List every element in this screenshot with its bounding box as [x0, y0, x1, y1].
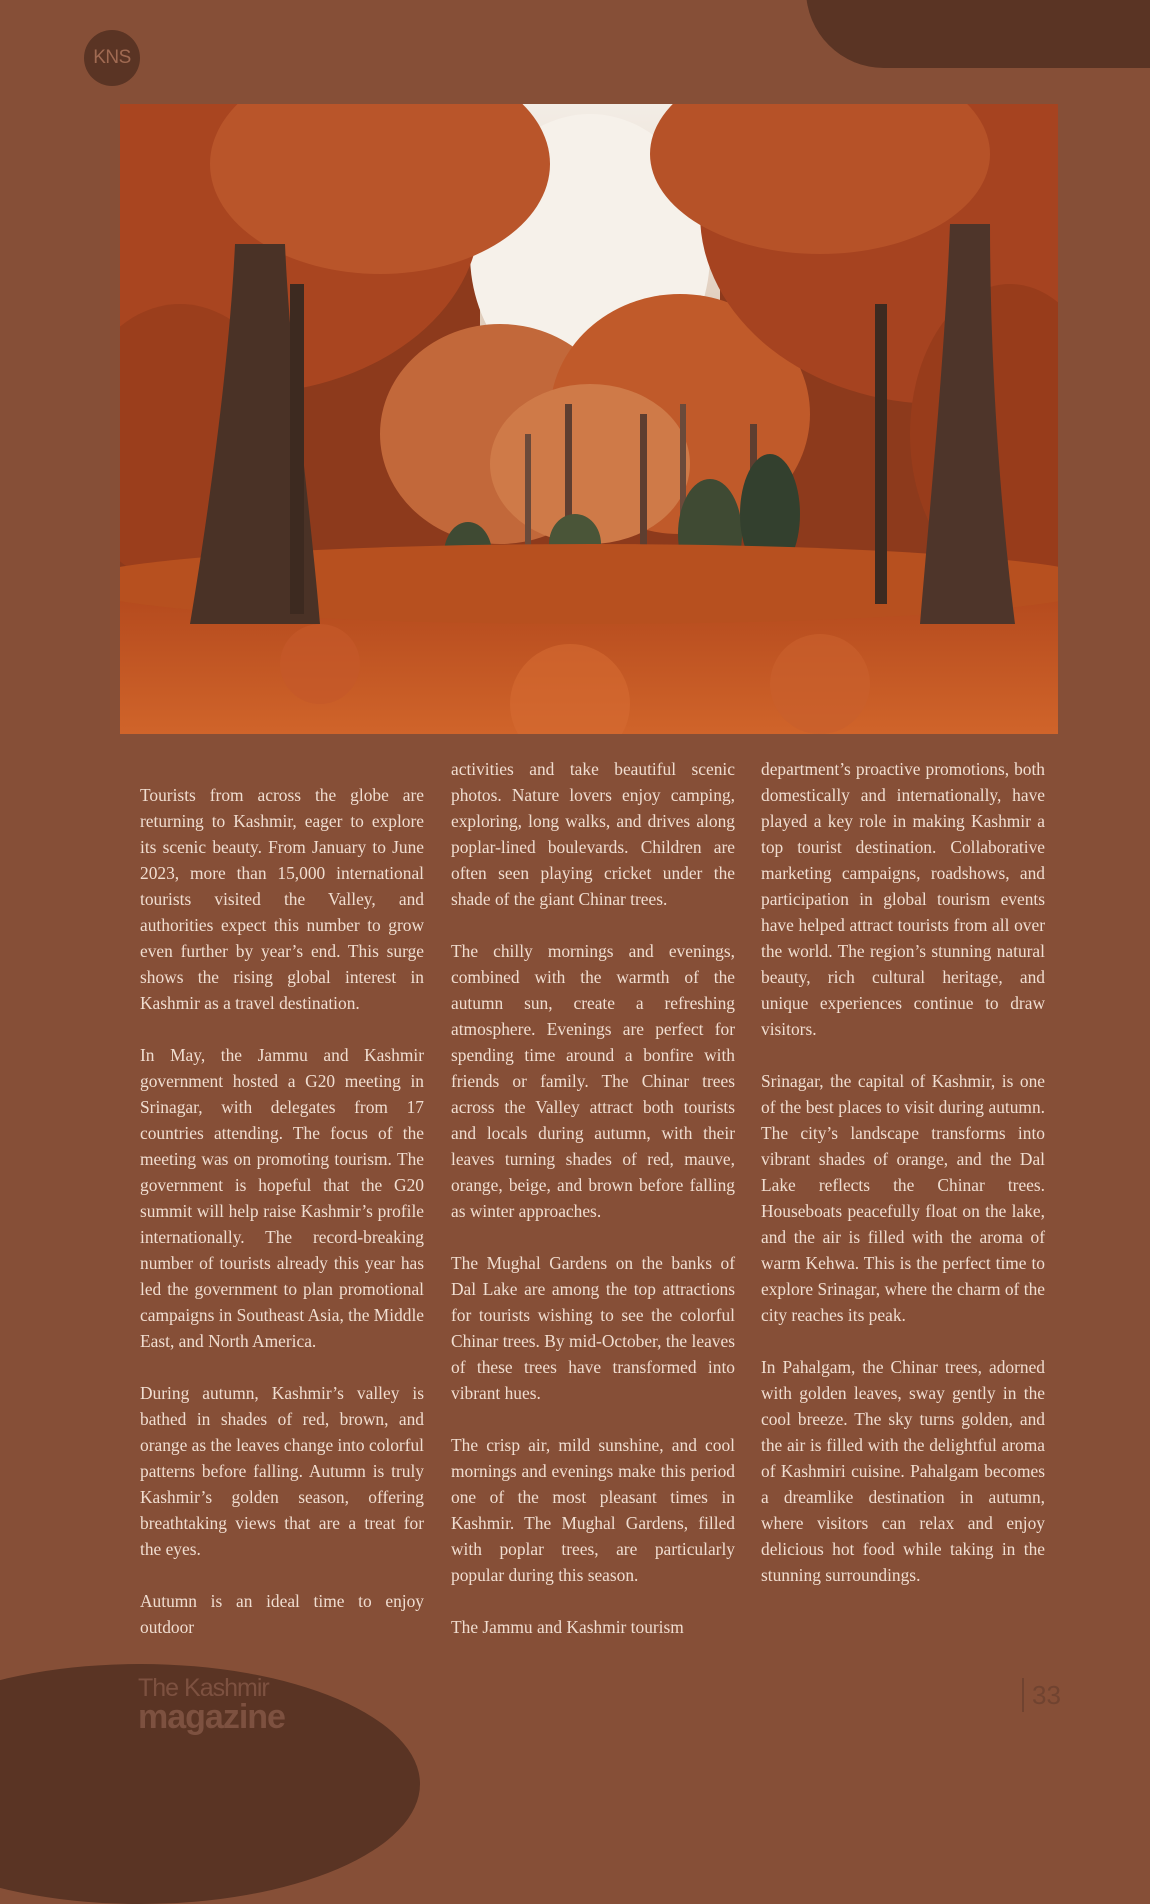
paragraph: The Jammu and Kashmir tourism — [451, 1617, 684, 1637]
page-number: 33 — [1022, 1678, 1061, 1712]
paragraph: The chilly mornings and evenings, combined with the warmth of the autumn sun, create a refreshing atmosphere. Evenings are perfect for spending time around a bonfire with friends or family. The Chinar trees across the Valley attract both tourists and locals during autumn, with their leaves turning shades of red, mauve, orange, beige, and brown before falling as winter approaches. — [451, 941, 735, 1221]
paragraph: Autumn is an ideal time to enjoy outdoor — [140, 1591, 424, 1637]
corner-tab-decoration — [806, 0, 1150, 68]
magazine-logo-line1: The Kashmir — [138, 1674, 269, 1702]
paragraph: Srinagar, the capital of Kashmir, is one of the best places to visit during autumn. The city’s landscape transforms into vibrant shades of orange, and the Dal Lake reflects the Chinar trees. Houseboats peacefully float on the lake, and the air is filled with the aroma of warm Kehwa. This is the perfect time to explore Srinagar, where the charm of the city reaches its peak. — [761, 1071, 1045, 1325]
article-column-3 — [761, 756, 1045, 1588]
article-body — [140, 756, 1046, 1637]
paragraph: department’s proactive promotions, both domestically and internationally, have played a key role in making Kashmir a top tourist destination. Collaborative marketing campaigns, roadshows, and participation in global tourism events have helped attract tourists from all over the world. The region’s stunning natural beauty, rich cultural heritage, and unique experiences continue to draw visitors. — [761, 759, 1045, 1039]
chinar-trees-illustration — [120, 104, 1058, 734]
paragraph: The Mughal Gardens on the banks of Dal Lake are among the top attractions for tourists wishing to see the colorful Chinar trees. By mid-October, the leaves of these trees have transformed into vibrant hues. — [451, 1253, 735, 1403]
paragraph: In May, the Jammu and Kashmir government hosted a G20 meeting in Srinagar, with delegates from 17 countries attending. The focus of the meeting was on promoting tourism. The government is hopeful that the G20 summit will help raise Kashmir’s profile internationally. The record-breaking number of tourists already this year has led the government to plan promotional campaigns in Southeast Asia, the Middle East, and North America. — [140, 1045, 425, 1351]
article-column-1 — [140, 756, 424, 1640]
paragraph: Tourists from across the globe are returning to Kashmir, eager to explore its scenic beauty. From January to June 2023, more than 15,000 international tourists visited the Valley, and authorities expect this number to grow even further by year’s end. This surge shows the rising global interest in Kashmir as a travel destination. — [140, 785, 424, 1013]
kns-logo: KNS — [84, 30, 140, 86]
paragraph: activities and take beautiful scenic photos. Nature lovers enjoy camping, exploring, long walks, and drives along poplar-lined boulevards. Children are often seen playing cricket under the shade of the giant Chinar trees. — [451, 759, 735, 909]
paragraph: In Pahalgam, the Chinar trees, adorned with golden leaves, sway gently in the cool breeze. The sky turns golden, and the air is filled with the delightful aroma of Kashmiri cuisine. Pahalgam becomes a dreamlike destination in autumn, where visitors can relax and enjoy delicious hot food while taking in the stunning surroundings. — [761, 1357, 1045, 1585]
hero-photo — [120, 104, 1058, 734]
magazine-logo-line2: magazine — [138, 1698, 285, 1736]
article-column-2 — [451, 756, 735, 1640]
magazine-logo — [138, 1676, 285, 1734]
paragraph: During autumn, Kashmir’s valley is bathed in shades of red, brown, and orange as the leaves change into colorful patterns before falling. Autumn is truly Kashmir’s golden season, offering breathtaking views that are a treat for the eyes. — [140, 1383, 424, 1559]
paragraph: The crisp air, mild sunshine, and cool mornings and evenings make this period one of the most pleasant times in Kashmir. The Mughal Gardens, filled with poplar trees, are particularly popular during this season. — [451, 1435, 735, 1585]
